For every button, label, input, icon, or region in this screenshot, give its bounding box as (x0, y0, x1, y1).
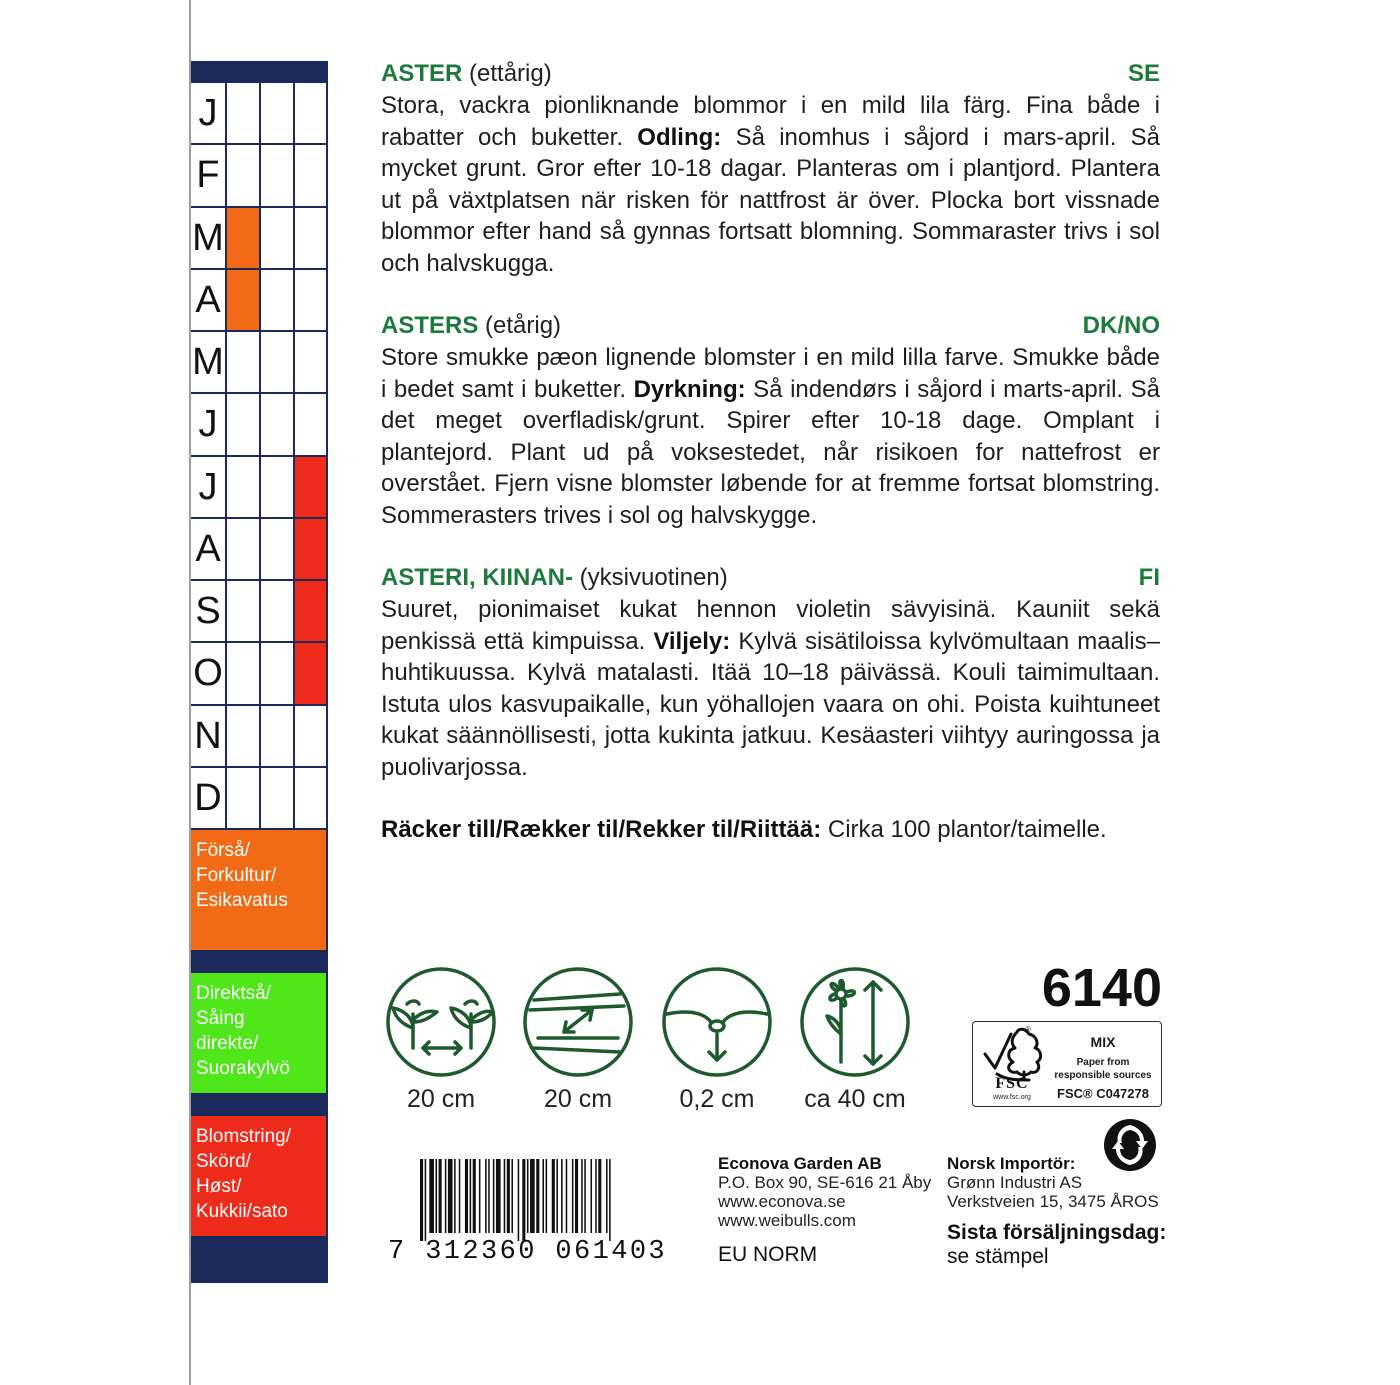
calendar-cell (225, 83, 259, 145)
bloom-cell (293, 581, 326, 643)
calendar-cell (259, 768, 293, 830)
calendar-cell (293, 145, 326, 207)
importer-name: Grønn Industri AS (947, 1173, 1083, 1192)
description-text: Stora, vackra pionliknande blommor i en mild lila färg. Fina både i rabatter och buketter. (381, 92, 1160, 151)
barcode-bar (581, 1159, 583, 1233)
barcode (418, 1159, 680, 1241)
calendar-cell (293, 270, 326, 332)
month-letter: J (191, 83, 225, 145)
cultivation-label: Dyrkning: (633, 375, 746, 403)
product-code: 6140 (1041, 958, 1162, 1018)
calendar-cell (259, 457, 293, 519)
barcode-bar (488, 1159, 490, 1233)
calendar-cell (259, 145, 293, 207)
calendar-cell (293, 83, 326, 145)
calendar-cell (225, 581, 259, 643)
bloom-cell (293, 519, 326, 581)
barcode-bar (552, 1159, 555, 1233)
cultivation-text: Så inomhus i såjord i mars-april. Så mycket grunt. Gror efter 10-18 dagar. Planteras om i plantjord. Plantera ut på växtplatsen när risken för nattfrost är över. Plocka bort vissnade blommor efter hand så gynnas fortsatt blomning. Sommaraster trivs i sol och halvskugga. (381, 123, 1160, 277)
barcode-bar (584, 1159, 586, 1233)
month-row (191, 643, 328, 705)
barcode-bar (566, 1159, 568, 1233)
plant-name: ASTER (381, 60, 463, 87)
legend-line: Forkultur/ (196, 865, 277, 886)
month-letter: A (191, 270, 225, 332)
calendar-cell (259, 519, 293, 581)
fsc-paper-text (1049, 1056, 1157, 1082)
barcode-bar (575, 1159, 578, 1233)
month-letter: N (191, 706, 225, 768)
eu-norm: EU NORM (718, 1243, 818, 1266)
barcode-bar (518, 1159, 520, 1241)
barcode-bar (420, 1159, 423, 1241)
barcode-bar (496, 1159, 501, 1233)
month-row (191, 706, 328, 768)
barcode-bar (522, 1159, 525, 1241)
fsc-license-code: FSC® C047278 (1057, 1086, 1149, 1101)
calendar-cell (225, 394, 259, 456)
cultivation-label: Viljely: (653, 627, 731, 655)
barcode-bar (542, 1159, 544, 1233)
barcode-bar (459, 1159, 461, 1233)
section-dk-no (381, 310, 1160, 532)
barcode-bar (473, 1159, 476, 1233)
fsc-label (972, 1021, 1162, 1107)
legend-line: Skörd/ (196, 1151, 251, 1172)
description-text: Store smukke pæon lignende blomster i en mild lilla farve. Smukke både i bedet samt i buketter. (381, 344, 1160, 403)
calendar-cell (293, 208, 326, 270)
plant-spacing-icon (383, 964, 499, 1080)
last-sale-value: se stämpel (947, 1245, 1049, 1268)
language-code: FI (1138, 564, 1160, 591)
section-heading (381, 562, 1160, 594)
legend-bloom-harvest (191, 1116, 326, 1236)
row-spacing-icon (520, 964, 636, 1080)
company-web: www.weibulls.com (718, 1211, 856, 1230)
barcode-bar (606, 1159, 608, 1233)
calendar-cell (259, 208, 293, 270)
month-row (191, 145, 328, 207)
barcode-bar (546, 1159, 548, 1233)
company-address (718, 1154, 931, 1230)
month-row (191, 83, 328, 145)
presow-cell (225, 270, 259, 332)
plant-height-value: ca 40 cm (804, 1085, 906, 1113)
month-row (191, 332, 328, 394)
barcode-bar (572, 1159, 574, 1233)
sowing-depth-icon (659, 964, 775, 1080)
presow-cell (225, 208, 259, 270)
barcode-bar (561, 1159, 563, 1233)
section-description (381, 90, 1160, 280)
barcode-bar (591, 1159, 593, 1233)
section-heading (381, 58, 1160, 90)
calendar-cell (225, 145, 259, 207)
calendar-cell (225, 706, 259, 768)
calendar-cell (259, 394, 293, 456)
month-letter: A (191, 519, 225, 581)
company-name: Econova Garden AB (718, 1154, 882, 1173)
month-row (191, 394, 328, 456)
plant-type: (yksivuotinen) (579, 564, 728, 591)
month-letter: M (191, 332, 225, 394)
calendar-cell (225, 332, 259, 394)
language-code: SE (1127, 60, 1160, 87)
legend-presow (191, 830, 326, 950)
month-letter: O (191, 643, 225, 705)
coverage-value: Cirka 100 plantor/taimelle. (827, 816, 1107, 843)
month-letter: D (191, 768, 225, 830)
section-fi (381, 562, 1160, 784)
barcode-bar (504, 1159, 506, 1233)
cultivation-text: Kylvä sisätiloissa kylvömultaan maalis–huhtikuussa. Kylvä matalasti. Itää 10–18 päivässä. Kouli taimimultaan. Istuta ulos kasvupaikalle, kun yöhallojen vaara on ohi. Poista kuihtuneet kukat säännöllisesti, jotta kukinta jatkuu. Kesäasteri viihtyy auringossa ja puolivarjossa. (381, 627, 1160, 781)
month-grid (191, 83, 328, 830)
legend-line: direkte/ (196, 1033, 259, 1054)
month-row (191, 519, 328, 581)
plant-type: (etårig) (485, 312, 562, 339)
barcode-bar (429, 1159, 434, 1233)
calendar-cell (225, 643, 259, 705)
plant-name: ASTERI, KIINAN- (381, 564, 573, 591)
company-web: www.econova.se (718, 1192, 846, 1211)
importer-title: Norsk Importör: (947, 1154, 1076, 1173)
calendar-cell (259, 270, 293, 332)
plant-height-icon (797, 964, 913, 1080)
month-row (191, 581, 328, 643)
language-code: DK/NO (1082, 312, 1160, 339)
fsc-paper-line: responsible sources (1054, 1070, 1152, 1081)
barcode-bar (595, 1159, 597, 1233)
month-row (191, 208, 328, 270)
legend-line: Esikavatus (196, 890, 288, 911)
calendar-cell (293, 394, 326, 456)
barcode-bar (445, 1159, 447, 1233)
barcode-bar (493, 1159, 495, 1233)
barcode-bar (507, 1159, 510, 1233)
green-dot-recycle-icon (1102, 1117, 1158, 1173)
plant-spacing-value: 20 cm (406, 1085, 476, 1113)
month-row (191, 270, 328, 332)
calendar-cell (259, 332, 293, 394)
calendar-cell (259, 706, 293, 768)
last-sale-date (947, 1221, 1166, 1269)
month-letter: J (191, 457, 225, 519)
calendar-cell (225, 519, 259, 581)
month-letter: F (191, 145, 225, 207)
barcode-bar (454, 1159, 456, 1233)
calendar-cell (225, 768, 259, 830)
cultivation-label: Odling: (637, 123, 722, 151)
legend-line: Høst/ (196, 1176, 242, 1197)
barcode-bar (436, 1159, 438, 1233)
plant-name: ASTERS (381, 312, 479, 339)
row-spacing-value: 20 cm (543, 1085, 613, 1113)
last-sale-title: Sista försäljningsdag: (947, 1221, 1167, 1244)
coverage-label: Räcker till/Rækker til/Rekker til/Riittää: (381, 816, 822, 843)
legend-line: Såing (196, 1008, 245, 1029)
section-description (381, 594, 1160, 784)
barcode-bar (448, 1159, 453, 1233)
fsc-mix: MIX (1090, 1034, 1116, 1050)
calendar-cell (259, 643, 293, 705)
seed-coverage (381, 814, 1181, 846)
calendar-cell (225, 457, 259, 519)
barcode-bar (479, 1159, 481, 1233)
bloom-cell (293, 457, 326, 519)
month-row (191, 768, 328, 830)
barcode-bar (485, 1159, 487, 1233)
barcode-bar (536, 1159, 539, 1233)
calendar-cell (293, 768, 326, 830)
barcode-bar (609, 1159, 611, 1241)
cultivation-text: Så indendørs i såjord i marts-april. Så det meget overfladisk/grunt. Spirer efter 10-18 dage. Omplant i plantejord. Plant ud på voksestedet, når risikoen for nattefrost er overstået. Fjern visne blomster løbende for at fremme fortsat blomstring. Sommerasters trives i sol og halvskygge. (381, 375, 1160, 529)
barcode-bar (470, 1159, 472, 1233)
month-letter: S (191, 581, 225, 643)
section-se (381, 58, 1160, 280)
month-letter: J (191, 394, 225, 456)
barcode-bar (425, 1159, 427, 1241)
legend-direct-sow (191, 973, 326, 1093)
fsc-registered: ® (1025, 1025, 1031, 1034)
fsc-paper-line: Paper from (1076, 1057, 1130, 1068)
legend-line: Kukkii/sato (196, 1201, 288, 1222)
importer-address: Verkstveien 15, 3475 ÅROS (947, 1192, 1159, 1211)
month-row (191, 457, 328, 519)
section-description (381, 342, 1160, 532)
sowing-depth-value: 0,2 cm (679, 1085, 755, 1113)
legend-line: Blomstring/ (196, 1126, 292, 1147)
calendar-cell (259, 581, 293, 643)
legend-line: Förså/ (196, 840, 250, 861)
legend-line: Direktså/ (196, 983, 271, 1004)
calendar-cell (293, 706, 326, 768)
month-letter: M (191, 208, 225, 270)
sowing-calendar (191, 61, 328, 1283)
barcode-bar (439, 1159, 442, 1233)
bloom-cell (293, 643, 326, 705)
calendar-cell (293, 332, 326, 394)
fsc-website: www.fsc.org (993, 1094, 1031, 1101)
barcode-bar (511, 1159, 513, 1233)
fsc-wordmark: FSC (995, 1075, 1029, 1092)
company-postal: P.O. Box 90, SE-616 21 Åby (718, 1173, 932, 1192)
plant-type: (ettårig) (469, 60, 552, 87)
barcode-digits: 7 312360 061403 (388, 1237, 668, 1267)
barcode-bar (530, 1159, 535, 1233)
barcode-bar (465, 1159, 468, 1233)
barcode-bar (556, 1159, 558, 1233)
legend-line: Suorakylvö (196, 1058, 290, 1079)
section-heading (381, 310, 1160, 342)
description-text: Suuret, pionimaiset kukat hennon violetin sävyisinä. Kauniit sekä penkissä että kimpuissa. (381, 596, 1160, 655)
barcode-bar (598, 1159, 601, 1233)
calendar-cell (259, 83, 293, 145)
barcode-bar (527, 1159, 529, 1233)
